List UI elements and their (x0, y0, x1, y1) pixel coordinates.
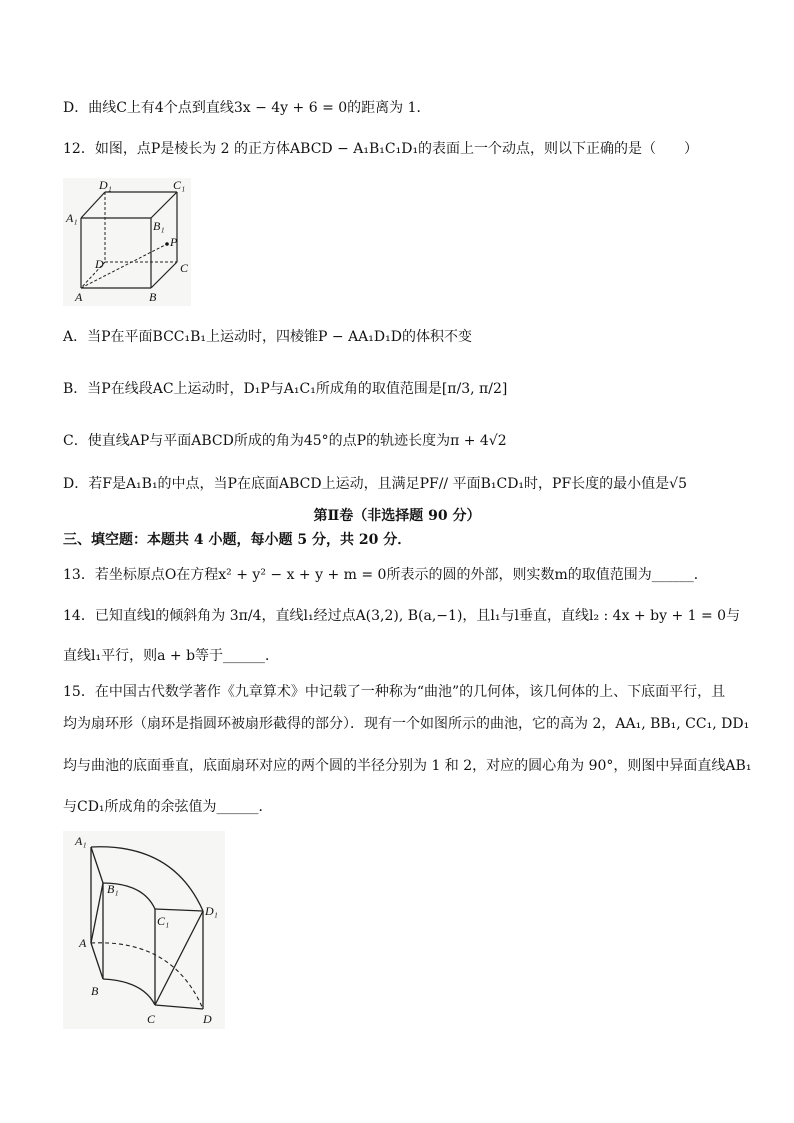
pool-label-c: C (147, 1012, 156, 1026)
pool-label-a: A (79, 936, 87, 950)
q15-line-1: 15．在中国古代数学著作《九章算术》中记载了一种称为“曲池”的几何体，该几何体的上、下底面平行，且 (63, 684, 726, 700)
pool-label-c1: C₁ (157, 914, 170, 928)
q15-line-3: 均与曲池的底面垂直，底面扇环对应的两个圆的半径分别为 1 和 2，对应的圆心角为 90°，则图中异面直线AB₁ (63, 758, 752, 774)
pool-label-b1: B₁ (107, 882, 119, 896)
label-b1: B₁ (153, 219, 165, 233)
q14-line-2: 直线l₁平行，则a + b等于______． (63, 648, 280, 664)
cube-figure (63, 178, 191, 306)
label-c1: C₁ (173, 178, 186, 192)
pool-label-d1: D₁ (205, 904, 218, 918)
q12-option-d: D．若F是A₁B₁的中点，当P在底面ABCD上运动，且满足PF// 平面B₁CD₁时，PF长度的最小值是√5 (63, 476, 688, 492)
label-d: D (95, 257, 104, 271)
point-p-dot (165, 242, 169, 246)
q11-option-d: D．曲线C上有4个点到直线3x − 4y + 6 = 0的距离为 1． (63, 100, 431, 116)
pool-label-a1: A₁ (75, 834, 87, 848)
q12-stem: 12．如图，点P是棱长为 2 的正方体ABCD − A₁B₁C₁D₁的表面上一个动点，则以下正确的是（ ） (63, 141, 699, 157)
label-p: P (170, 235, 178, 249)
curved-pool-figure (63, 831, 225, 1029)
q13: 13．若坐标原点O在方程x² + y² − x + y + m = 0所表示的圆的外部，则实数m的取值范围为______． (63, 567, 708, 583)
part-3-header: 三、填空题：本题共 4 小题，每小题 5 分，共 20 分． (63, 532, 412, 548)
curved-pool-diagram (63, 831, 225, 1029)
q12-option-b: B．当P在线段AC上运动时，D₁P与A₁C₁所成角的取值范围是[π/3, π/2] (63, 381, 508, 397)
label-a: A (75, 290, 83, 304)
q12-option-a: A．当P在平面BCC₁B₁上运动时，四棱锥P − AA₁D₁D的体积不变 (63, 329, 472, 345)
label-a1: A₁ (66, 211, 78, 225)
cube-diagram (63, 178, 191, 306)
label-b: B (149, 290, 157, 304)
section-title: 第Ⅱ卷（非选择题 90 分） (313, 508, 481, 524)
q15-line-2: 均为扇环形（扇环是指圆环被扇形截得的部分）．现有一个如图所示的曲池，它的高为 2，AA₁, BB₁, CC₁, DD₁ (63, 716, 750, 732)
label-d1: D₁ (99, 178, 112, 192)
q12-option-c: C．使直线AP与平面ABCD所成的角为45°的点P的轨迹长度为π + 4√2 (63, 433, 507, 449)
label-c: C (180, 261, 189, 275)
q14-line-1: 14．已知直线l的倾斜角为 3π/4，直线l₁经过点A(3,2), B(a,−1)，且l₁与l垂直，直线l₂ : 4x + by + 1 = 0与 (63, 608, 741, 624)
pool-label-d: D (203, 1012, 212, 1026)
q15-line-4: 与CD₁所成角的余弦值为______． (63, 799, 273, 815)
pool-label-b: B (91, 984, 99, 998)
